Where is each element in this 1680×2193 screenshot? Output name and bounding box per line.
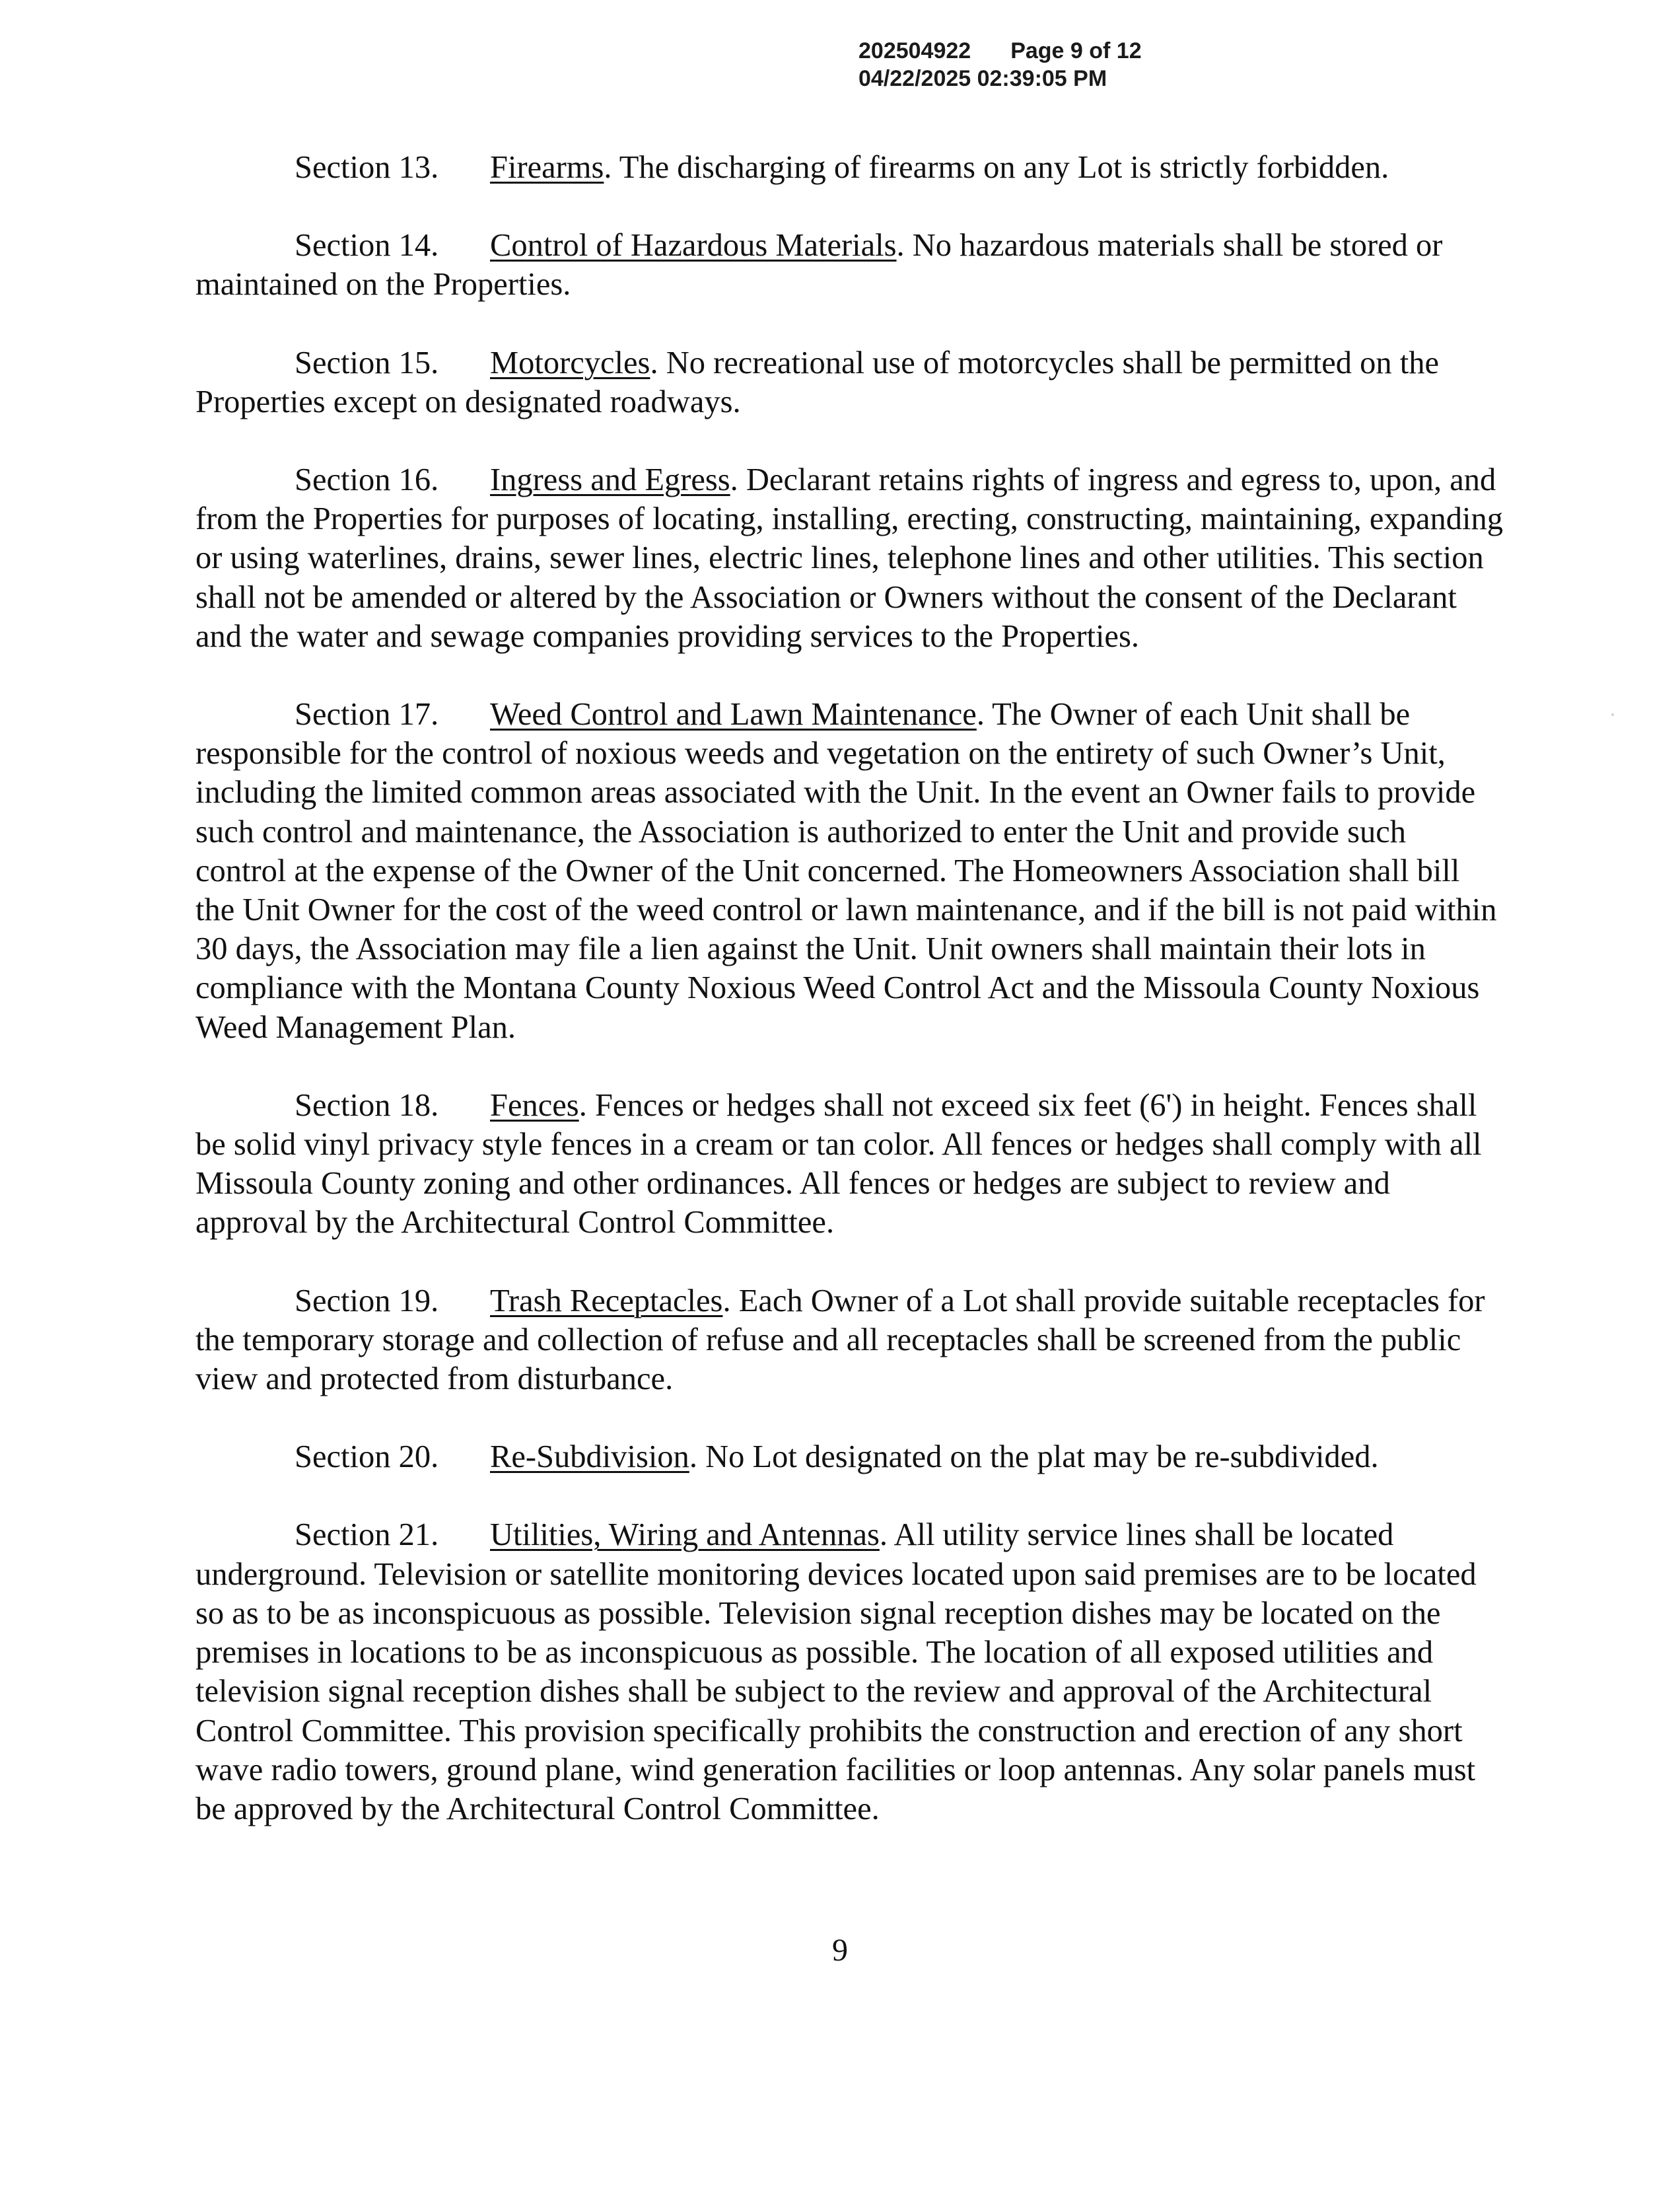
section-title: Trash Receptacles xyxy=(490,1283,723,1318)
scan-speck xyxy=(1611,713,1614,716)
section-18 xyxy=(195,1086,1503,1242)
section-text: . No Lot designated on the plat may be re-subdivided. xyxy=(689,1439,1379,1475)
section-text: . Fences or hedges shall not exceed six feet (6') in height. Fences shall be solid vinyl privacy style fences in a cream or tan color. All fences or hedges shall comply with all Missoula County zoning and other ordinances. All fences or hedges are subject to review and approval by the Architectural Control Committee. xyxy=(195,1087,1482,1240)
section-number: Section 20. xyxy=(295,1439,439,1475)
section-title: Control of Hazardous Materials xyxy=(490,228,897,264)
section-text: . The Owner of each Unit shall be responsible for the control of noxious weeds and vegetation on the entirety of such Owner’s Unit, including the limited common areas associated with the Unit. In the event an Owner fails to provide such control and maintenance, the Association is authorized to enter the Unit and provide such control at the expense of the Owner of the Unit concerned. The Homeowners Association shall bill the Unit Owner for the cost of the weed control or lawn maintenance, and if the bill is not paid within 30 days, the Association may file a lien against the Unit. Unit owners shall maintain their lots in compliance with the Montana County Noxious Weed Control Act and the Missoula County Noxious Weed Management Plan. xyxy=(195,697,1497,1045)
section-title: Motorcycles xyxy=(490,345,650,380)
section-title: Firearms xyxy=(490,150,604,185)
section-20 xyxy=(195,1437,1503,1476)
section-13 xyxy=(195,148,1503,187)
section-19 xyxy=(195,1281,1503,1399)
section-title: Fences xyxy=(490,1087,579,1123)
section-title: Utilities, Wiring and Antennas xyxy=(490,1517,880,1553)
section-number: Section 17. xyxy=(295,697,439,733)
recording-stamp xyxy=(858,37,1142,92)
section-15 xyxy=(195,343,1503,421)
section-text: . The discharging of firearms on any Lot is strictly forbidden. xyxy=(604,150,1389,185)
section-number: Section 21. xyxy=(295,1517,439,1553)
section-number: Section 18. xyxy=(295,1087,439,1123)
document-body xyxy=(195,148,1503,1867)
section-number: Section 15. xyxy=(295,345,439,380)
stamp-datetime: 04/22/2025 02:39:05 PM xyxy=(858,66,1107,91)
section-text: . Each Owner of a Lot shall provide suitable receptacles for the temporary storage and collection of refuse and all receptacles shall be screened from the public view and protected from disturbance. xyxy=(195,1283,1485,1397)
page-count-label: Page 9 of 12 xyxy=(1010,38,1142,63)
section-title: Weed Control and Lawn Maintenance xyxy=(490,697,977,733)
section-14 xyxy=(195,226,1503,304)
section-text: . No recreational use of motorcycles shall be permitted on the Properties except on designated roadways. xyxy=(195,345,1440,419)
section-title: Re-Subdivision xyxy=(490,1439,689,1475)
document-number: 202504922 xyxy=(858,38,971,63)
section-number: Section 19. xyxy=(295,1283,439,1318)
section-17 xyxy=(195,695,1503,1047)
page-number: 9 xyxy=(832,1933,848,1968)
section-number: Section 13. xyxy=(295,150,439,185)
section-number: Section 14. xyxy=(295,228,439,264)
section-16 xyxy=(195,460,1503,656)
section-title: Ingress and Egress xyxy=(490,462,730,498)
section-text: . Declarant retains rights of ingress and egress to, upon, and from the Properties for purposes of locating, installing, erecting, constructing, maintaining, expanding or using waterlines, drains, sewer lines, electric lines, telephone lines and other utilities. This section shall not be amended or altered by the Association or Owners without the consent of the Declarant and the water and sewage companies providing services to the Properties. xyxy=(195,462,1503,654)
section-text: . All utility service lines shall be located underground. Television or satellite monitoring devices located upon said premises are to be located so as to be as inconspicuous as possible. Television signal reception dishes may be located on the premises in locations to be as inconspicuous as possible. The location of all exposed utilities and television signal reception dishes shall be subject to the review and approval of the Architectural Control Committee. This provision specifically prohibits the construction and erection of any short wave radio towers, ground plane, wind generation facilities or loop antennas. Any solar panels must be approved by the Architectural Control Committee. xyxy=(195,1517,1477,1826)
section-21 xyxy=(195,1515,1503,1828)
section-number: Section 16. xyxy=(295,462,439,498)
section-text: . No hazardous materials shall be stored or maintained on the Properties. xyxy=(195,228,1443,303)
stamp-line-1 xyxy=(858,37,1142,65)
